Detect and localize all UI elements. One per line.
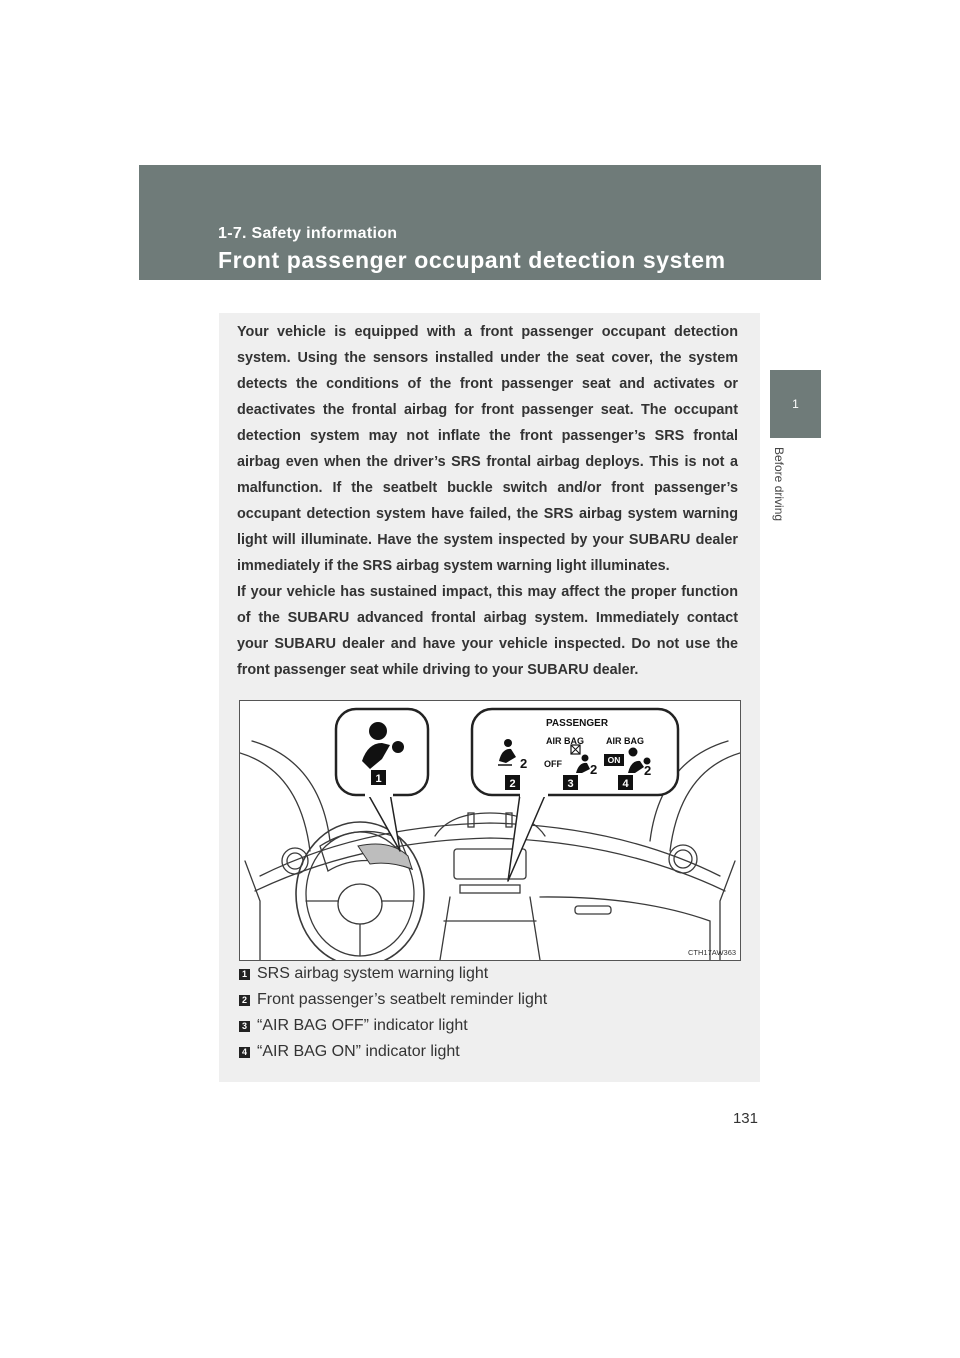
legend-list: [239, 962, 739, 1066]
page-title: Front passenger occupant detection system: [218, 247, 726, 273]
glovebox-top: [540, 897, 710, 960]
chapter-tab-number: 1: [792, 397, 799, 411]
left-door: [245, 861, 260, 960]
glovebox-handle: [575, 906, 611, 914]
intro-text: [237, 319, 738, 683]
dashboard-illustration: [240, 701, 740, 960]
airbag-warning-head-icon: [369, 722, 387, 740]
console-left: [440, 897, 450, 960]
legend-text: “AIR BAG ON” indicator light: [257, 1043, 460, 1060]
figure-code: CTH17AW363: [688, 948, 737, 957]
callout-2-number: 2: [509, 778, 516, 790]
right-pillar-line: [670, 753, 740, 851]
legend-number: 2: [239, 995, 250, 1006]
legend-number: 3: [239, 1021, 250, 1032]
intro-paragraph-1: Your vehicle is equipped with a front passenger occupant detection system. Using the sensors installed under the seat cover, the system detects the conditions of the front passenger seat and activates or deactivates the frontal airbag for front passenger seat. The occupant detection system may not inflate the front passenger’s SRS frontal airbag even when the driver’s SRS frontal airbag deploys. This is not a malfunction. If the seatbelt buckle switch and/or front passenger’s occupant detection system have failed, the SRS airbag system warning light will illuminate. Have the system inspected by your SUBARU dealer immediately if the SRS airbag system warning light illuminates.: [237, 324, 738, 574]
chapter-label: [768, 447, 796, 567]
legend-number: 1: [239, 969, 250, 980]
right-door: [720, 861, 735, 960]
airbag-label-2: AIR BAG: [606, 736, 644, 746]
legend-text: “AIR BAG OFF” indicator light: [257, 1017, 468, 1034]
header-band: [139, 165, 821, 280]
seat-number-a: 2: [520, 756, 528, 771]
console-right: [530, 897, 540, 960]
steering-hub: [338, 884, 382, 924]
legend-item: [239, 1014, 739, 1040]
chapter-label-text: Before driving: [772, 447, 786, 522]
seat-number-b: 2: [590, 762, 598, 777]
legend-number: 4: [239, 1047, 250, 1058]
off-label: OFF: [544, 759, 562, 769]
page-number: 131: [732, 1110, 758, 1127]
legend-text: SRS airbag system warning light: [257, 965, 489, 982]
hazard-bar: [460, 885, 520, 893]
intro-paragraph-2: If your vehicle has sustained impact, this may affect the proper function of the SUBARU advanced frontal airbag system. Immediately contact your SUBARU dealer and have your vehicle inspected. Do not use the front passenger seat while driving to your SUBARU dealer.: [237, 584, 738, 678]
legend-item: [239, 962, 739, 988]
section-label: 1-7. Safety information: [218, 225, 398, 242]
legend-text: Front passenger’s seatbelt reminder light: [257, 991, 548, 1008]
airbag-warning-bag-icon: [392, 741, 404, 753]
legend-item: [239, 1040, 739, 1066]
callout-4-number: 4: [622, 778, 629, 790]
callout-1-number: 1: [375, 773, 382, 785]
airbag-label-1: AIR BAG: [546, 736, 584, 746]
left-pillar-line: [240, 753, 310, 851]
callout-balloon-2: [472, 709, 678, 881]
chapter-tab: [770, 370, 821, 438]
legend-item: [239, 988, 739, 1014]
callout-3-number: 3: [567, 778, 574, 790]
seat-number-c: 2: [644, 763, 652, 778]
dashboard-figure: [239, 700, 741, 961]
passenger-label: PASSENGER: [546, 718, 609, 729]
content-box: [219, 313, 760, 1082]
on-label: ON: [607, 755, 621, 765]
